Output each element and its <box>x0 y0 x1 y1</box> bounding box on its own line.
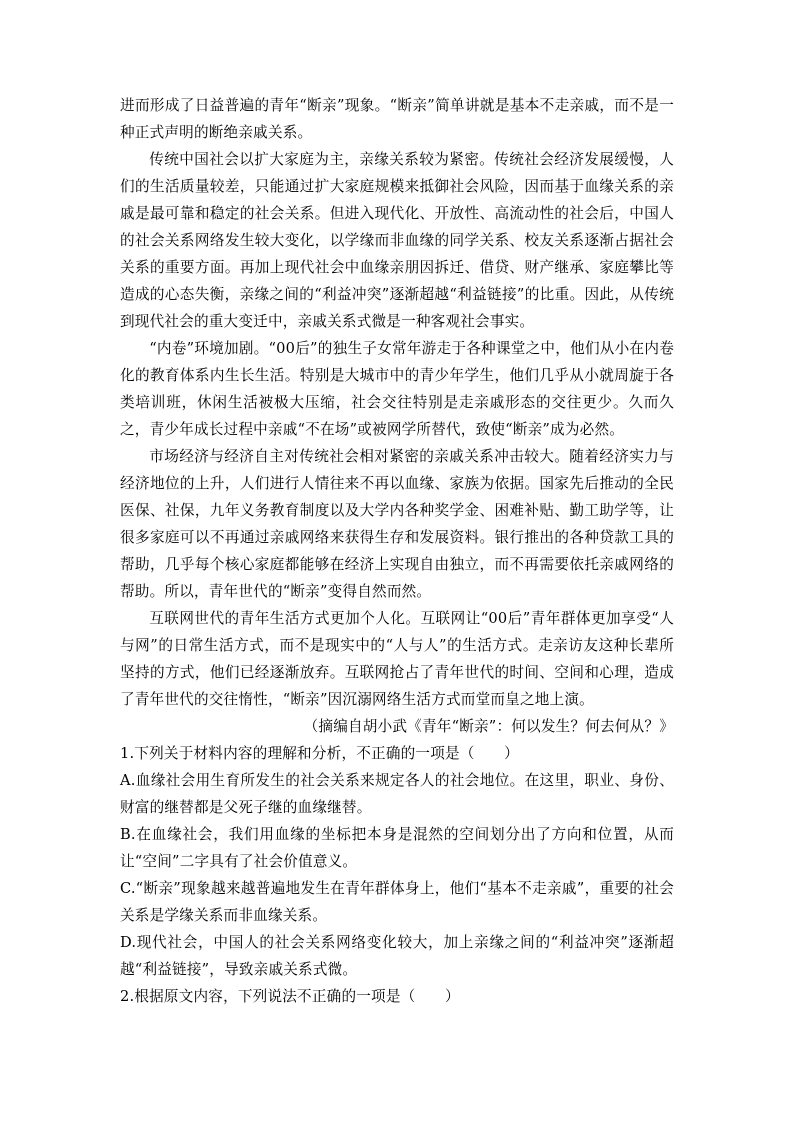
paragraph-2: 传统中国社会以扩大家庭为主，亲缘关系较为紧密。传统社会经济发展缓慢，人们的生活质量较差，只能通过扩大家庭规模来抵御社会风险，因而基于血缘关系的亲戚是最可靠和稳定的社会关系。但进入现代化、开放性、高流动性的社会后，中国人的社会关系网络发生较大变化，以学缘而非血缘的同学关系、校友关系逐渐占据社会关系的重要方面。再加上现代社会中血缘亲朋因拆迁、借贷、财产继承、家庭攀比等造成的心态失衡，亲缘之间的“利益冲突”逐渐超越“利益链接”的比重。因此，从传统到现代社会的重大变迁中，亲戚关系式微是一种客观社会事实。 <box>120 151 674 330</box>
source-citation: （摘编自胡小武《青年“断亲”：何以发生？何去何从？》 <box>303 718 674 735</box>
paragraph-3: “内卷”环境加剧。“00后”的独生子女常年游走于各种课堂之中，他们从小在内卷化的教育体系内生长生活。特别是大城市中的青少年学生，他们几乎从小就周旋于各类培训班，休闲生活被极大压缩，社会交往特别是走亲戚形态的交往更少。久而久之，青少年成长过程中亲戚“不在场”或被网学所替代，致使“断亲”成为必然。 <box>120 340 674 438</box>
question-2-stem: 2.根据原文内容，下列说法不正确的一项是（ ） <box>120 988 460 1005</box>
paragraph-1: 进而形成了日益普遍的青年“断亲”现象。“断亲”简单讲就是基本不走亲戚，而不是一种正式声明的断绝亲戚关系。 <box>120 97 674 141</box>
question-1-option-a: A.血缘社会用生育所发生的社会关系来规定各人的社会地位。在这里，职业、身份、财富的继替都是父死子继的血缘继替。 <box>120 772 674 816</box>
question-1-option-c: C.“断亲”现象越来越普遍地发生在青年群体身上，他们“基本不走亲戚”，重要的社会关系是学缘关系而非血缘关系。 <box>120 880 674 924</box>
question-1-stem: 1.下列关于材料内容的理解和分析，不正确的一项是（ ） <box>120 745 519 762</box>
paragraph-5: 互联网世代的青年生活方式更加个人化。互联网让“00后”青年群体更加享受“人与网”的日常生活方式，而不是现实中的“人与人”的生活方式。走亲访友这种长辈所坚持的方式，他们已经逐渐放弃。互联网抢占了青年世代的时间、空间和心理，造成了青年世代的交往惰性，“断亲”因沉溺网络生活方式而堂而皇之地上演。 <box>120 610 674 708</box>
paragraph-4: 市场经济与经济自主对传统社会相对紧密的亲戚关系冲击较大。随着经济实力与经济地位的上升，人们进行人情往来不再以血缘、家族为依据。国家先后推动的全民医保、社保，九年义务教育制度以及大学内各种奖学金、困难补贴、勤工助学等，让很多家庭可以不再通过亲戚网络来获得生存和发展资料。银行推出的各种贷款工具的帮助，几乎每个核心家庭都能够在经济上实现自由独立，而不再需要依托亲戚网络的帮助。所以，青年世代的“断亲”变得自然而然。 <box>120 448 674 600</box>
question-1-option-d: D.现代社会，中国人的社会关系网络变化较大，加上亲缘之间的“利益冲突”逐渐超越“利益链接”，导致亲戚关系式微。 <box>120 934 674 978</box>
question-1-option-b: B.在血缘社会，我们用血缘的坐标把本身是混然的空间划分出了方向和位置，从而让“空间”二字具有了社会价值意义。 <box>120 826 674 870</box>
